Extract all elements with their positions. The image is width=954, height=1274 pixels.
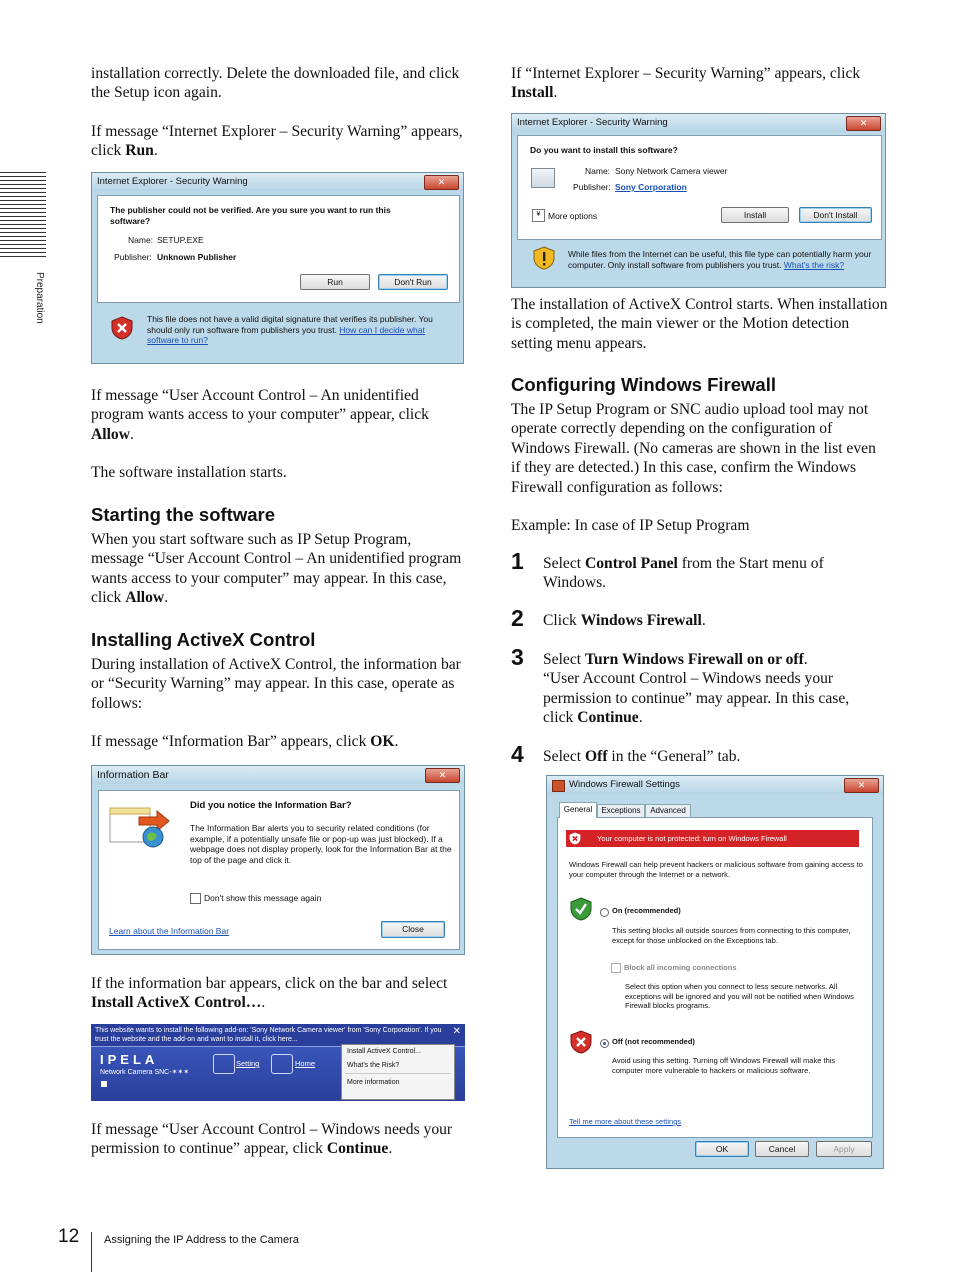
dialog-title: Windows Firewall Settings bbox=[569, 779, 680, 790]
cancel-button[interactable]: Cancel bbox=[755, 1141, 809, 1157]
ok-button[interactable]: OK bbox=[695, 1141, 749, 1157]
step-text: Click Windows Firewall. bbox=[543, 612, 706, 629]
model-name: Network Camera SNC-✶✶✶ bbox=[100, 1069, 190, 1076]
not-protected-alert bbox=[566, 830, 859, 847]
page-number: 12 bbox=[58, 1226, 80, 1247]
warning-text: This file does not have a valid digital signature that verifies its publisher. You should only run software from publishers you trust. How can I decide what software to run? bbox=[147, 314, 433, 346]
apply-button[interactable]: Apply bbox=[816, 1141, 872, 1157]
dont-show-checkbox[interactable] bbox=[190, 893, 201, 904]
publisher-label: Publisher: bbox=[114, 252, 152, 262]
step-text: Select Off in the “General” tab. bbox=[543, 748, 741, 765]
close-icon[interactable]: ✕ bbox=[425, 768, 460, 783]
setting-link[interactable]: Setting bbox=[236, 1059, 260, 1068]
close-icon[interactable]: ✕ bbox=[424, 175, 459, 190]
dialog-body: The Information Bar alerts you to security related conditions (for example, if a potentially unsafe file or pop-up was just blocked). If a webpage does not display properly, look for the Information Bar at the top of the page and click it. bbox=[190, 823, 452, 865]
context-menu bbox=[341, 1044, 455, 1100]
how-decide-link[interactable]: How can I decide what software to run? bbox=[147, 324, 425, 346]
paragraph: If message “User Account Control – An unidentified program wants access to your computer” appear, click Allow. bbox=[91, 387, 429, 443]
dialog-question: The publisher could not be verified. Are you sure you want to run this software? bbox=[110, 205, 391, 226]
info-bar-text: This website wants to install the following add-on: 'Sony Network Camera viewer' from 'Sony Corporation'. If you trust the website and the add-on and want to install it, click here... bbox=[95, 1027, 442, 1043]
section-heading: Installing ActiveX Control bbox=[91, 629, 316, 650]
paragraph: If message “Information Bar” appears, click OK. bbox=[91, 733, 399, 750]
paragraph: When you start software such as IP Setup Program, message “User Account Control – An unidentified program wants access to your computer” may appear. In this case, click Allow. bbox=[91, 531, 462, 607]
setting-icon[interactable] bbox=[213, 1054, 235, 1074]
paragraph: The IP Setup Program or SNC audio upload tool may not operate correctly depending on the configuration of Windows Firewall. (No cameras are shown in the list even if they are detected.) In this case, confirm the Windows Firewall configuration as follows: bbox=[511, 401, 876, 496]
section-heading: Starting the software bbox=[91, 504, 275, 525]
step-text: Select Turn Windows Firewall on or off. “User Account Control – Windows needs your permission to continue” may appear. In this case, click Continue. bbox=[543, 651, 850, 727]
running-title: Assigning the IP Address to the Camera bbox=[104, 1234, 299, 1246]
section-heading: Configuring Windows Firewall bbox=[511, 374, 776, 395]
program-icon bbox=[531, 168, 555, 188]
step-number: 3 bbox=[511, 644, 524, 670]
firewall-intro: Windows Firewall can help prevent hackers or malicious software from gaining access to your computer through the Internet or a network. bbox=[569, 860, 863, 879]
step-number: 1 bbox=[511, 548, 524, 574]
step-number: 4 bbox=[511, 741, 524, 767]
block-all-description: Select this option when you connect to less secure networks. All exceptions will be ignored and you will not be notified when Windows Firewall blocks programs. bbox=[625, 982, 854, 1011]
paragraph: Example: In case of IP Setup Program bbox=[511, 517, 750, 534]
chevron-down-icon[interactable]: ¥ bbox=[532, 209, 545, 222]
dialog-title: Internet Explorer - Security Warning bbox=[97, 176, 248, 187]
name-value: SETUP.EXE bbox=[157, 235, 204, 245]
close-icon[interactable]: ✕ bbox=[452, 1026, 461, 1037]
paragraph: The software installation starts. bbox=[91, 464, 287, 481]
paragraph: If the information bar appears, click on the bar and select Install ActiveX Control…. bbox=[91, 975, 448, 1012]
tab-exceptions[interactable]: Exceptions bbox=[597, 804, 645, 819]
home-icon[interactable] bbox=[271, 1054, 293, 1074]
paragraph: If “Internet Explorer – Security Warning” appears, click Install. bbox=[511, 65, 861, 102]
dont-install-button[interactable]: Don't Install bbox=[799, 207, 872, 223]
menu-item-install-activex[interactable]: Install ActiveX Control... bbox=[347, 1048, 421, 1055]
home-link[interactable]: Home bbox=[295, 1059, 316, 1068]
dont-run-button[interactable]: Don't Run bbox=[378, 274, 448, 290]
publisher-value: Unknown Publisher bbox=[157, 252, 237, 262]
off-label: Off (not recommended) bbox=[612, 1037, 695, 1046]
step-number: 2 bbox=[511, 605, 524, 631]
on-radio[interactable] bbox=[600, 908, 609, 917]
warning-text: While files from the Internet can be useful, this file type can potentially harm your computer. Only install software from publishers you trust. What's the risk? bbox=[568, 249, 872, 270]
install-button[interactable]: Install bbox=[721, 207, 789, 223]
security-warning-install-dialog bbox=[511, 113, 886, 288]
status-square-icon bbox=[101, 1081, 107, 1087]
brand-logo: IPELA bbox=[100, 1052, 159, 1067]
off-radio[interactable] bbox=[600, 1039, 609, 1048]
red-shield-icon bbox=[570, 1030, 592, 1059]
tab-general[interactable]: General bbox=[559, 802, 597, 818]
information-bar-icon bbox=[109, 805, 171, 856]
on-description: This setting blocks all outside sources from connecting to this computer, except for those unblocked on the Exceptions tab. bbox=[612, 926, 851, 945]
close-icon[interactable]: ✕ bbox=[844, 778, 879, 793]
publisher-label: Publisher: bbox=[573, 182, 611, 192]
whats-the-risk-link[interactable]: What's the risk? bbox=[783, 259, 845, 270]
paragraph: The installation of ActiveX Control starts. When installation is completed, the main viewer or the Motion detection setting menu appears. bbox=[511, 296, 888, 352]
name-label: Name: bbox=[128, 235, 154, 245]
green-shield-icon bbox=[570, 897, 592, 926]
security-warning-run-dialog bbox=[91, 172, 464, 364]
publisher-link[interactable]: Sony Corporation bbox=[615, 182, 687, 192]
off-description: Avoid using this setting. Turning off Windows Firewall will make this computer more vulnerable to hackers or malicious software. bbox=[612, 1056, 836, 1075]
shield-warning-icon bbox=[111, 316, 133, 345]
tell-me-more-link[interactable]: Tell me more about these settings bbox=[569, 1117, 682, 1126]
dialog-heading: Did you notice the Information Bar? bbox=[190, 800, 352, 811]
dialog-title: Information Bar bbox=[97, 769, 169, 781]
menu-divider bbox=[345, 1073, 451, 1074]
windows-firewall-settings-dialog bbox=[546, 775, 884, 1169]
paragraph: If message “Internet Explorer – Security Warning” appears, click Run. bbox=[91, 123, 463, 160]
close-button[interactable]: Close bbox=[381, 921, 445, 938]
side-tab-label: Preparation bbox=[34, 272, 45, 324]
dialog-title: Internet Explorer - Security Warning bbox=[517, 117, 668, 128]
alert-shield-icon bbox=[569, 832, 581, 850]
on-label: On (recommended) bbox=[612, 906, 681, 915]
ie-information-bar-strip bbox=[91, 1024, 465, 1101]
checkbox-label: Don't show this message again bbox=[204, 893, 322, 903]
close-icon[interactable]: ✕ bbox=[846, 116, 881, 131]
footer-divider bbox=[91, 1232, 92, 1272]
paragraph: During installation of ActiveX Control, the information bar or “Security Warning” may appear. In this case, operate as follows: bbox=[91, 656, 461, 712]
alert-text: Your computer is not protected: turn on Windows Firewall bbox=[597, 834, 787, 843]
learn-infobar-link[interactable]: Learn about the Information Bar bbox=[109, 926, 230, 936]
block-all-label: Block all incoming connections bbox=[624, 963, 737, 972]
menu-item-whats-the-risk[interactable]: What's the Risk? bbox=[347, 1062, 400, 1069]
shield-warning-icon bbox=[533, 246, 555, 275]
name-label: Name: bbox=[585, 166, 611, 176]
paragraph: If message “User Account Control – Windows needs your permission to continue” appear, click Continue. bbox=[91, 1121, 453, 1158]
name-value: Sony Network Camera viewer bbox=[615, 166, 728, 176]
step-text: Select Control Panel from the Start menu of Windows. bbox=[543, 555, 824, 592]
block-all-checkbox[interactable] bbox=[611, 963, 621, 973]
paragraph: installation correctly. Delete the downloaded file, and click the Setup icon again. bbox=[91, 65, 460, 102]
run-button[interactable]: Run bbox=[300, 274, 370, 290]
information-bar-dialog bbox=[91, 765, 465, 955]
firewall-icon bbox=[552, 780, 565, 792]
more-options-label[interactable]: More options bbox=[548, 211, 598, 221]
menu-item-more-information[interactable]: More information bbox=[347, 1079, 400, 1086]
dialog-question: Do you want to install this software? bbox=[530, 145, 678, 155]
tab-advanced[interactable]: Advanced bbox=[645, 804, 691, 819]
